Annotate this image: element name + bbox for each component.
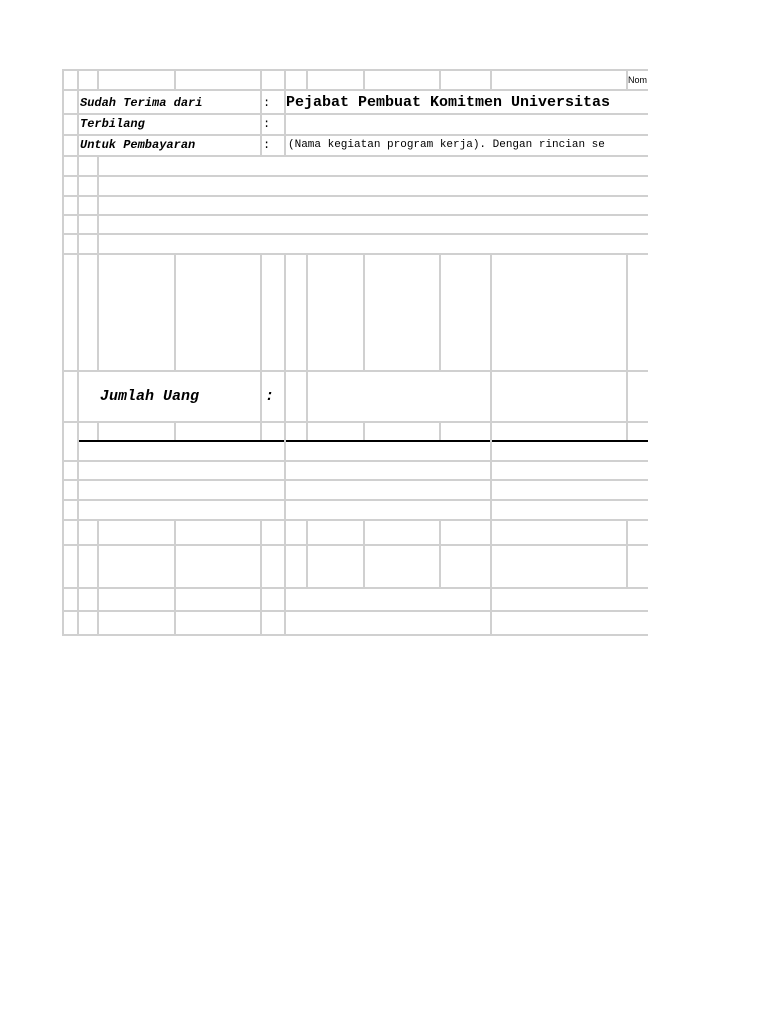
grid-line [62,175,648,177]
untuk-pembayaran-colon: : [263,138,271,152]
grid-line [62,544,648,546]
grid-line [174,69,176,89]
grid-line [62,421,648,423]
grid-line [77,440,79,519]
grid-line [62,69,648,71]
grid-line [363,69,365,89]
grid-line [284,440,286,519]
grid-line [490,519,492,636]
grid-line [626,519,628,587]
grid-line [439,69,441,89]
untuk-pembayaran-value[interactable]: (Nama kegiatan program kerja). Dengan rincian se [288,139,605,151]
grid-line [97,69,99,89]
grid-line [439,519,441,587]
nomor-label: Nom [628,75,648,85]
grid-line [97,421,99,440]
terbilang-label: Terbilang [80,117,145,131]
grid-line [62,253,648,255]
grid-line [62,634,648,636]
grid-line [260,253,262,440]
receipt-sheet [62,69,648,636]
grid-line [439,253,441,370]
grid-line [306,519,308,587]
grid-line [306,69,308,89]
untuk-pembayaran-label: Untuk Pembayaran [80,138,196,152]
sudah-terima-dari-value[interactable]: Pejabat Pembuat Komitmen Universitas [286,94,611,111]
grid-line [260,519,262,636]
grid-line [97,253,99,370]
grid-line [62,113,648,115]
grid-line [626,253,628,440]
terbilang-colon: : [263,117,271,131]
grid-line [260,89,262,155]
grid-line [77,253,79,440]
grid-line [62,499,648,501]
grid-line [62,370,648,372]
grid-line [77,519,79,636]
grid-line [284,519,286,636]
grid-line [306,253,308,440]
grid-line [174,253,176,370]
grid-line [174,421,176,440]
jumlah-uang-label: Jumlah Uang [100,388,200,405]
grid-line [490,253,492,440]
sudah-terima-dari-colon: : [263,96,271,110]
grid-line [174,519,176,636]
grid-line [97,155,99,253]
grid-line [490,69,492,89]
grid-line [62,519,648,521]
grid-line [62,155,648,157]
grid-line [363,253,365,370]
grid-line [490,440,492,519]
grid-line [62,134,648,136]
grid-line [62,214,648,216]
divider-rule [77,440,648,442]
sudah-terima-dari-label: Sudah Terima dari [80,96,203,110]
grid-line [62,89,648,91]
grid-line [62,460,648,462]
grid-line [260,69,262,89]
grid-line [363,519,365,587]
grid-line [97,519,99,636]
grid-line [62,479,648,481]
grid-line [439,421,441,440]
grid-line [77,155,79,253]
grid-line [284,69,286,89]
grid-line [363,421,365,440]
grid-line [77,89,79,155]
grid-line [284,253,286,440]
grid-line [62,233,648,235]
grid-line [62,610,648,612]
grid-line [62,587,648,589]
grid-line [62,195,648,197]
grid-line [77,69,79,89]
jumlah-uang-colon: : [265,388,275,405]
